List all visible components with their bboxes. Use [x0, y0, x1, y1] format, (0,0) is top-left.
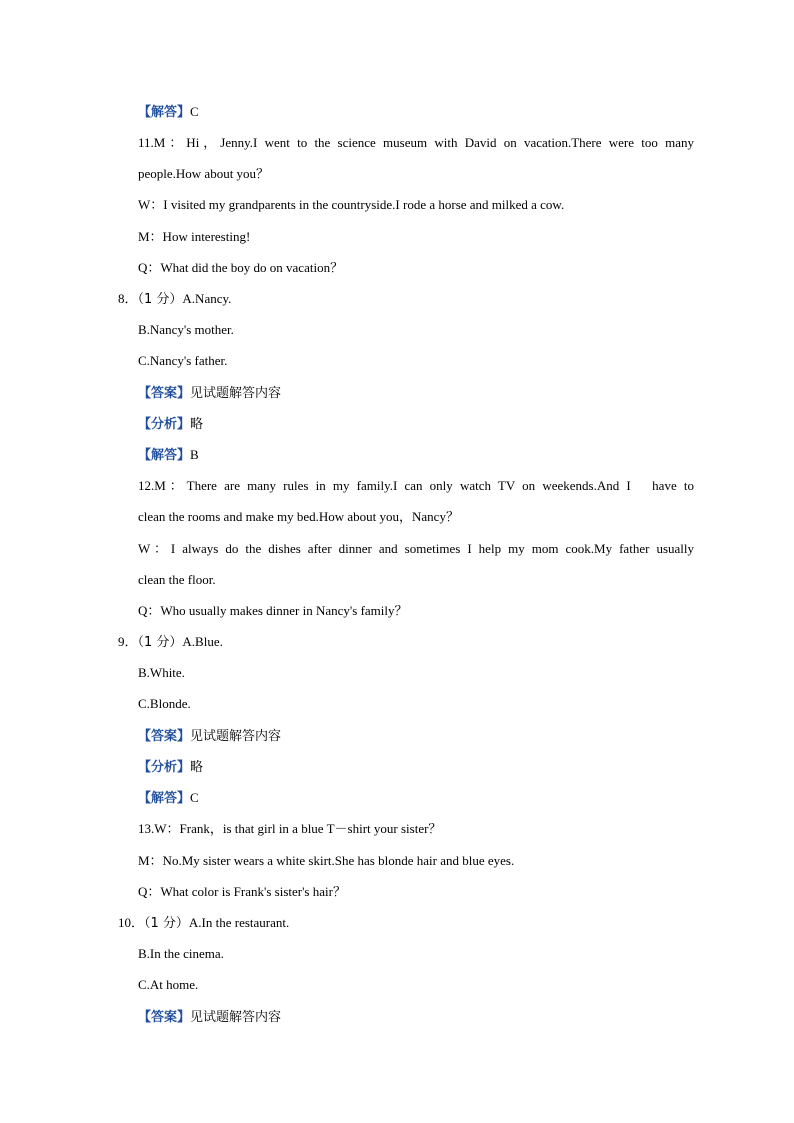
option-c: C.Nancy's father.	[138, 353, 228, 368]
transcript-line: clean the floor.	[138, 572, 216, 587]
analysis-tag: 【分析】	[138, 417, 191, 432]
transcript-line: clean the rooms and make my bed.How about you，Nancy？	[138, 509, 459, 524]
transcript-line: M：How interesting!	[138, 229, 251, 244]
transcript-question: Q：What did the boy do on vacation？	[138, 260, 344, 275]
answer-tag: 【答案】	[138, 1010, 191, 1025]
transcript-line: M：No.My sister wears a white skirt.She has blonde hair and blue eyes.	[138, 853, 515, 868]
solution-text: B	[190, 447, 199, 462]
answer-line	[138, 726, 694, 746]
answer-text: 见试题解答内容	[190, 1010, 282, 1025]
question-number: 8．	[118, 291, 138, 306]
transcript-line: W：I always do the dishes after dinner and sometimes I help my mom cook.My father usually	[138, 541, 694, 556]
option-a: A.In the restaurant.	[188, 915, 290, 930]
analysis-text: 略	[190, 417, 204, 432]
transcript-line: 12.M：There are many rules in my family.I can only watch TV on weekends.And I have to	[138, 478, 694, 493]
solution-tag: 【解答】	[138, 448, 191, 463]
transcript-line: 13.W：Frank，is that girl in a blue T－shirt your sister？	[138, 821, 442, 836]
option-b: B.Nancy's mother.	[138, 322, 234, 337]
solution-text: C	[190, 104, 199, 119]
answer-tag: 【答案】	[138, 386, 191, 401]
answer-line	[138, 1007, 694, 1027]
answer-line	[138, 383, 694, 403]
answer-tag: 【答案】	[138, 729, 191, 744]
analysis-line	[138, 414, 694, 434]
solution-line	[138, 788, 694, 808]
solution-line	[138, 102, 694, 122]
question-10	[118, 913, 694, 933]
question-score: （1 分）	[137, 635, 183, 650]
question-9	[118, 632, 694, 652]
transcript-line: W：I visited my grandparents in the countryside.I rode a horse and milked a cow.	[138, 197, 565, 212]
option-c: C.At home.	[138, 977, 199, 992]
transcript-line: 11.M：Hi，Jenny.I went to the science museum with David on vacation.There were too many	[138, 135, 694, 150]
question-score: （1 分）	[137, 292, 183, 307]
transcript-question: Q：Who usually makes dinner in Nancy's family？	[138, 603, 408, 618]
question-number: 9．	[118, 634, 138, 649]
option-c: C.Blonde.	[138, 696, 191, 711]
option-b: B.White.	[138, 665, 185, 680]
question-number: 10．	[118, 915, 145, 930]
option-a: A.Nancy.	[182, 291, 232, 306]
solution-tag: 【解答】	[138, 791, 191, 806]
answer-text: 见试题解答内容	[190, 386, 282, 401]
question-score: （1 分）	[144, 916, 189, 931]
solution-line	[138, 445, 694, 465]
transcript-line: people.How about you？	[138, 166, 270, 181]
option-a: A.Blue.	[182, 634, 223, 649]
solution-tag: 【解答】	[138, 105, 191, 120]
solution-text: C	[190, 790, 199, 805]
answer-text: 见试题解答内容	[190, 729, 282, 744]
transcript-question: Q：What color is Frank's sister's hair？	[138, 884, 346, 899]
analysis-tag: 【分析】	[138, 760, 191, 775]
analysis-text: 略	[190, 760, 204, 775]
question-8	[118, 289, 694, 309]
option-b: B.In the cinema.	[138, 946, 224, 961]
analysis-line	[138, 757, 694, 777]
